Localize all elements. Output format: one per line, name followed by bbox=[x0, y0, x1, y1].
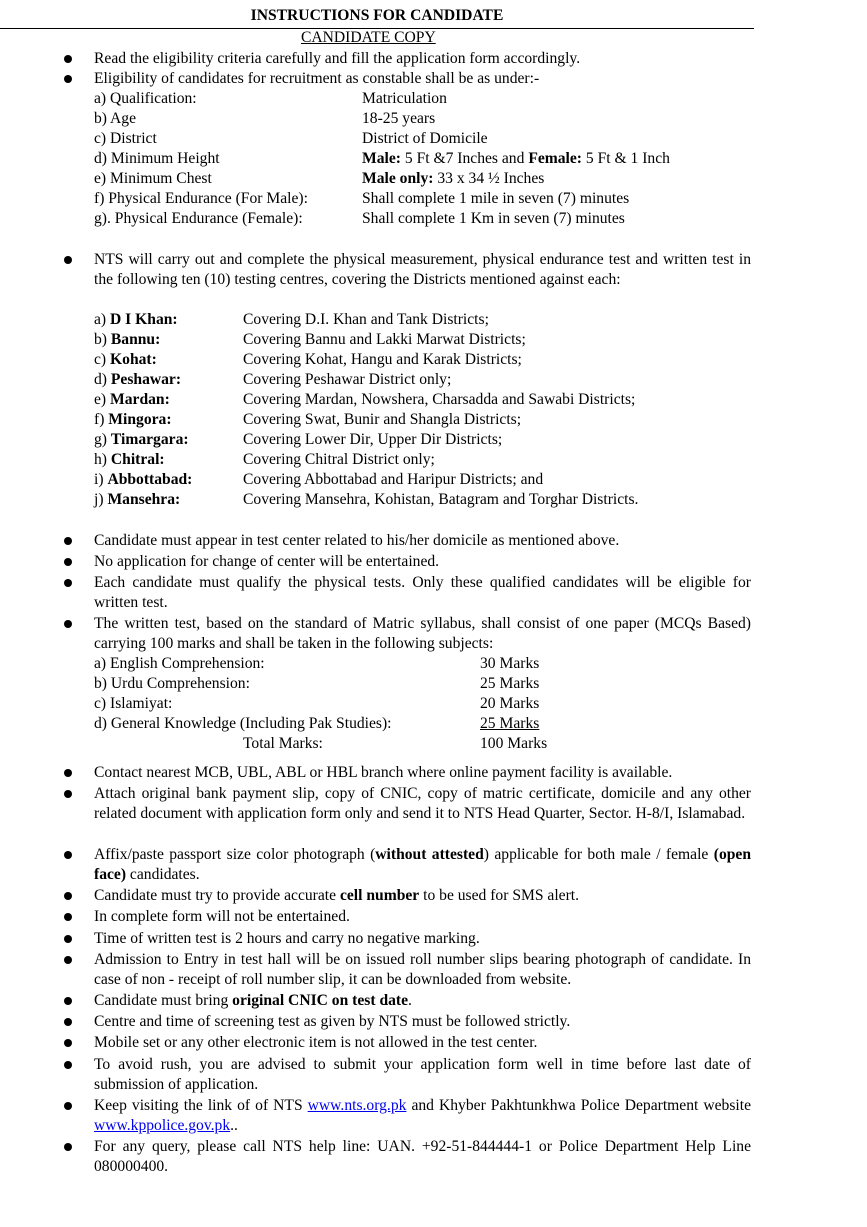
centre-coverage: Covering Kohat, Hangu and Karak Districts; bbox=[243, 351, 522, 368]
eligibility-value: Shall complete 1 mile in seven (7) minutes bbox=[362, 190, 630, 207]
centre-name: d) Peshawar: bbox=[94, 371, 182, 388]
eligibility-label: a) Qualification: bbox=[94, 90, 197, 107]
subject-label: a) English Comprehension: bbox=[94, 655, 265, 672]
value-text: 5 Ft &7 Inches and bbox=[400, 150, 529, 167]
instruction-nts-centres: NTS will carry out and complete the physical measurement, physical endurance test and written test in the following ten (10) testing centres, covering the Districts mentioned against each: bbox=[94, 251, 751, 288]
eligibility-value: 18-25 years bbox=[362, 110, 436, 127]
subject-label: b) Urdu Comprehension: bbox=[94, 675, 250, 692]
nts-website-link[interactable]: www.nts.org.pk bbox=[307, 1097, 407, 1114]
eligibility-label: d) Minimum Height bbox=[94, 150, 220, 167]
bullet-icon bbox=[64, 935, 72, 943]
instruction-mobile: Mobile set or any other electronic item is not allowed in the test center. bbox=[94, 1034, 538, 1051]
eligibility-label: e) Minimum Chest bbox=[94, 170, 212, 187]
instruction-helpline: For any query, please call NTS help line: UAN. +92-51-844444-1 or Police Department Help Line 080000400. bbox=[94, 1138, 751, 1175]
instruction-screening-centre: Centre and time of screening test as given by NTS must be followed strictly. bbox=[94, 1013, 571, 1030]
instruction-photograph: Affix/paste passport size color photograph (without attested) applicable for both male / female (open face) candidates. bbox=[94, 846, 752, 883]
instruction-admission: Admission to Entry in test hall will be on issued roll number slips bearing photograph of candidate. In case of non - receipt of roll number slip, it can be downloaded from website. bbox=[94, 951, 751, 988]
eligibility-value: District of Domicile bbox=[362, 130, 488, 147]
value-text: 33 x 34 ½ Inches bbox=[433, 170, 545, 187]
subject-marks: 25 Marks bbox=[480, 675, 540, 692]
instruction-incomplete-form: In complete form will not be entertained. bbox=[94, 908, 350, 925]
centre-coverage: Covering Abbottabad and Haripur Districts; and bbox=[243, 471, 544, 488]
centre-name: h) Chitral: bbox=[94, 451, 165, 468]
bullet-icon bbox=[64, 913, 72, 921]
instruction-visit-links: Keep visiting the link of of NTS www.nts.org.pk and Khyber Pakhtunkhwa Police Department website www.kppolice.gov.pk.. bbox=[94, 1097, 751, 1134]
subject-marks: 30 Marks bbox=[480, 655, 540, 672]
page-title: INSTRUCTIONS FOR CANDIDATE bbox=[250, 7, 504, 24]
bold-text: Male: bbox=[362, 150, 401, 167]
centre-coverage: Covering Bannu and Lakki Marwat Districts; bbox=[243, 331, 526, 348]
bold-text: Male only: bbox=[362, 170, 434, 187]
centre-name: b) Bannu: bbox=[94, 331, 161, 348]
centre-name: i) Abbottabad: bbox=[94, 471, 193, 488]
eligibility-value: Matriculation bbox=[362, 90, 447, 107]
value-text: 5 Ft & 1 Inch bbox=[582, 150, 670, 167]
subject-marks: 25 Marks bbox=[480, 715, 540, 732]
centre-name: j) Mansehra: bbox=[94, 491, 181, 508]
eligibility-label: c) District bbox=[94, 130, 157, 147]
bullet-icon bbox=[64, 1039, 72, 1047]
page-subtitle: CANDIDATE COPY bbox=[301, 29, 436, 46]
bullet-icon bbox=[64, 1061, 72, 1069]
centre-coverage: Covering Swat, Bunir and Shangla Districts; bbox=[243, 411, 522, 428]
eligibility-label: b) Age bbox=[94, 110, 137, 127]
centre-name: c) Kohat: bbox=[94, 351, 157, 368]
centre-name: g) Timargara: bbox=[94, 431, 189, 448]
total-label: Total Marks: bbox=[243, 735, 323, 752]
instruction-eligibility: Eligibility of candidates for recruitment as constable shall be as under:- bbox=[94, 70, 540, 87]
centre-name: a) D I Khan: bbox=[94, 311, 178, 328]
instruction-cell-number: Candidate must try to provide accurate cell number to be used for SMS alert. bbox=[94, 887, 580, 904]
bullet-icon bbox=[64, 558, 72, 566]
bullet-icon bbox=[64, 75, 72, 83]
instruction-cnic: Candidate must bring original CNIC on test date. bbox=[94, 992, 412, 1009]
instruction-test-time: Time of written test is 2 hours and carry no negative marking. bbox=[94, 930, 480, 947]
centre-coverage: Covering Lower Dir, Upper Dir Districts; bbox=[243, 431, 503, 448]
subject-label: d) General Knowledge (Including Pak Studies): bbox=[94, 715, 392, 732]
total-marks: 100 Marks bbox=[480, 735, 548, 752]
instruction-no-centre-change: No application for change of center will be entertained. bbox=[94, 553, 440, 570]
centre-coverage: Covering Mansehra, Kohistan, Batagram and Torghar Districts. bbox=[243, 491, 639, 508]
instruction-payment: Contact nearest MCB, UBL, ABL or HBL branch where online payment facility is available. bbox=[94, 764, 673, 781]
bullet-icon bbox=[64, 1018, 72, 1026]
centre-coverage: Covering Chitral District only; bbox=[243, 451, 435, 468]
instruction-domicile-centre: Candidate must appear in test center related to his/her domicile as mentioned above. bbox=[94, 532, 620, 549]
bullet-icon bbox=[64, 769, 72, 777]
centre-coverage: Covering Mardan, Nowshera, Charsadda and Sawabi Districts; bbox=[243, 391, 636, 408]
instruction-avoid-rush: To avoid rush, you are advised to submit your application form well in time before last date of submission of application. bbox=[94, 1056, 751, 1093]
bullet-icon bbox=[64, 620, 72, 628]
centre-name: f) Mingora: bbox=[94, 411, 172, 428]
eligibility-label: f) Physical Endurance (For Male): bbox=[94, 190, 308, 207]
instruction-written-test: The written test, based on the standard of Matric syllabus, shall consist of one paper (MCQs Based) carrying 100 marks and shall be taken in the following subjects: bbox=[94, 615, 751, 652]
bullet-icon bbox=[64, 1143, 72, 1151]
bullet-icon bbox=[64, 256, 72, 264]
eligibility-value: Shall complete 1 Km in seven (7) minutes bbox=[362, 210, 625, 227]
eligibility-value bbox=[362, 149, 670, 169]
subject-label: c) Islamiyat: bbox=[94, 695, 173, 712]
bullet-icon bbox=[64, 851, 72, 859]
eligibility-value bbox=[362, 169, 544, 189]
kppolice-website-link[interactable]: www.kppolice.gov.pk bbox=[94, 1117, 231, 1134]
instruction-physical-tests: Each candidate must qualify the physical tests. Only these qualified candidates will be eligible for written test. bbox=[94, 574, 751, 611]
centre-coverage: Covering Peshawar District only; bbox=[243, 371, 452, 388]
instruction-attach-documents: Attach original bank payment slip, copy of CNIC, copy of matric certificate, domicile and any other related document with application form only and send it to NTS Head Quarter, Sector. H-8/I, Islamabad. bbox=[94, 785, 751, 822]
centre-coverage: Covering D.I. Khan and Tank Districts; bbox=[243, 311, 489, 328]
centre-name: e) Mardan: bbox=[94, 391, 170, 408]
bullet-icon bbox=[64, 537, 72, 545]
bullet-icon bbox=[64, 997, 72, 1005]
eligibility-label: g). Physical Endurance (Female): bbox=[94, 210, 303, 227]
bold-text: Female: bbox=[528, 150, 582, 167]
subject-marks: 20 Marks bbox=[480, 695, 540, 712]
instruction-read-criteria: Read the eligibility criteria carefully and fill the application form accordingly. bbox=[94, 50, 581, 67]
bullet-icon bbox=[64, 790, 72, 798]
bullet-icon bbox=[64, 892, 72, 900]
bullet-icon bbox=[64, 1102, 72, 1110]
bullet-icon bbox=[64, 956, 72, 964]
bullet-icon bbox=[64, 55, 72, 63]
bullet-icon bbox=[64, 579, 72, 587]
